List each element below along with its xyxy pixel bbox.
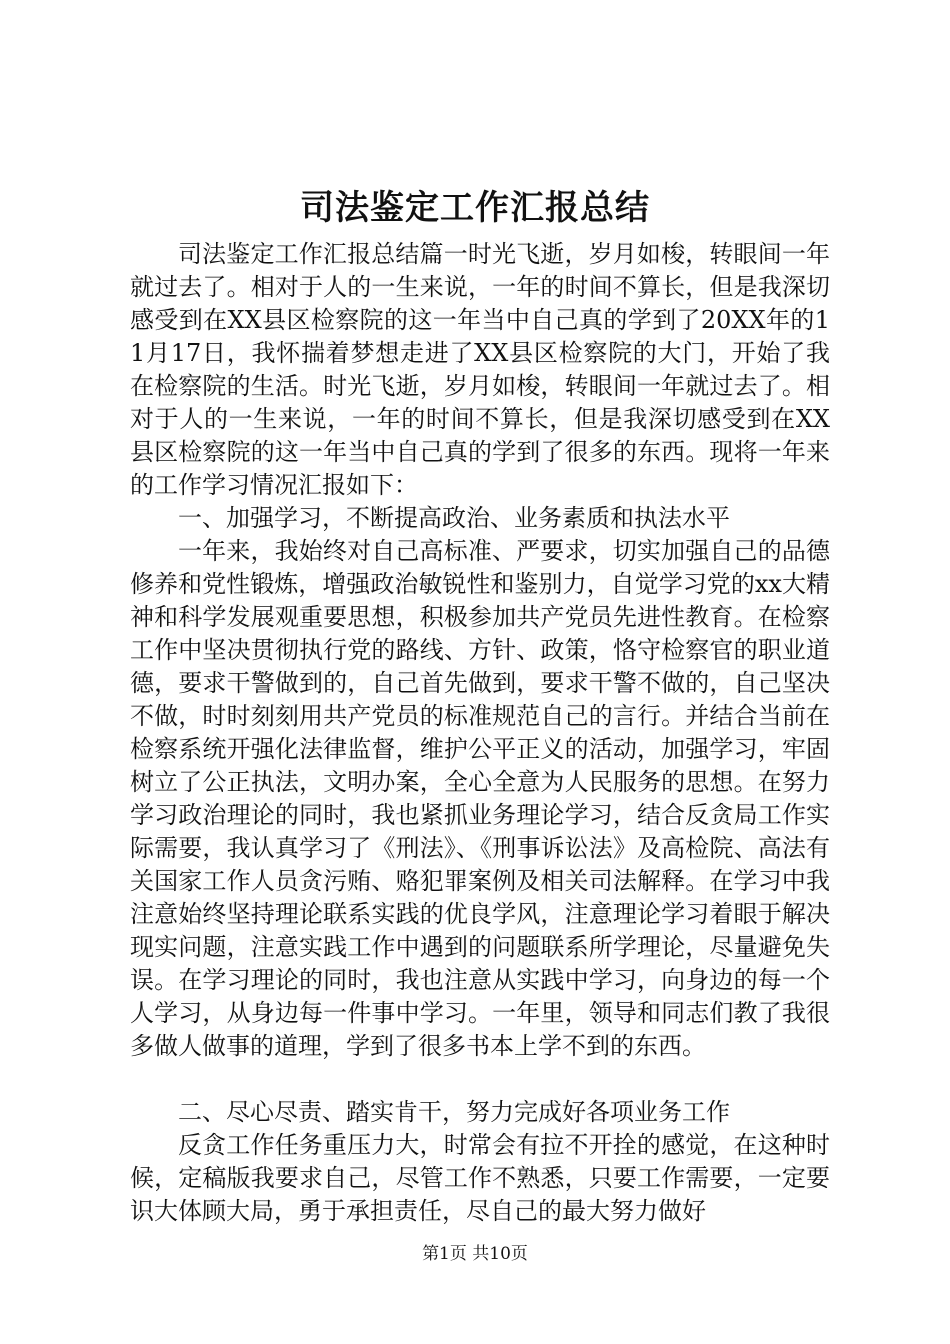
section-heading-1: 一、加强学习，不断提高政治、业务素质和执法水平	[178, 504, 730, 532]
paragraph-section-2: 反贪工作任务重压力大，时常会有拉不开拴的感觉，在这种时候，定稿版我要求自己，尽管工作不熟悉，只要工作需要，一定要识大体顾大局，勇于承担责任，尽自己的最大努力做好	[130, 1131, 830, 1225]
page-number-footer: 第1页 共10页	[422, 1244, 528, 1264]
document-title: 司法鉴定工作汇报总结	[300, 188, 650, 228]
paragraph-spacer	[130, 1063, 830, 1096]
paragraph-intro: 司法鉴定工作汇报总结篇一时光飞逝，岁月如梭，转眼间一年就过去了。相对于人的一生来说，一年的时间不算长，但是我深切感受到在XX县区检察院的这一年当中自己真的学到了20XX年的11月17日，我怀揣着梦想走进了XX县区检察院的大门，开始了我在检察院的生活。时光飞逝，岁月如梭，转眼间一年就过去了。相对于人的一生来说，一年的时间不算长，但是我深切感受到在XX县区检察院的这一年当中自己真的学到了很多的东西。现将一年来的工作学习情况汇报如下：	[130, 240, 830, 499]
section-heading-2: 二、尽心尽责、踏实肯干，努力完成好各项业务工作	[178, 1098, 730, 1126]
document-body	[130, 238, 830, 1228]
paragraph-section-1: 一年来，我始终对自己高标准、严要求，切实加强自己的品德修养和党性锻炼，增强政治敏锐性和鉴别力，自觉学习党的xx大精神和科学发展观重要思想，积极参加共产党员先进性教育。在检察工作中坚决贯彻执行党的路线、方针、政策，恪守检察官的职业道德，要求干警做到的，自己首先做到，要求干警不做的，自己坚决不做，时时刻刻用共产党员的标准规范自己的言行。并结合当前在检察系统开强化法律监督，维护公平正义的活动，加强学习，牢固树立了公正执法，文明办案，全心全意为人民服务的思想。在努力学习政治理论的同时，我也紧抓业务理论学习，结合反贪局工作实际需要，我认真学习了《刑法》、《刑事诉讼法》及高检院、高法有关国家工作人员贪污贿、赂犯罪案例及相关司法解释。在学习中我注意始终坚持理论联系实践的优良学风，注意理论学习着眼于解决现实问题，注意实践工作中遇到的问题联系所学理论，尽量避免失误。在学习理论的同时，我也注意从实践中学习，向身边的每一个人学习，从身边每一件事中学习。一年里，领导和同志们教了我很多做人做事的道理，学到了很多书本上学不到的东西。	[130, 537, 830, 1060]
